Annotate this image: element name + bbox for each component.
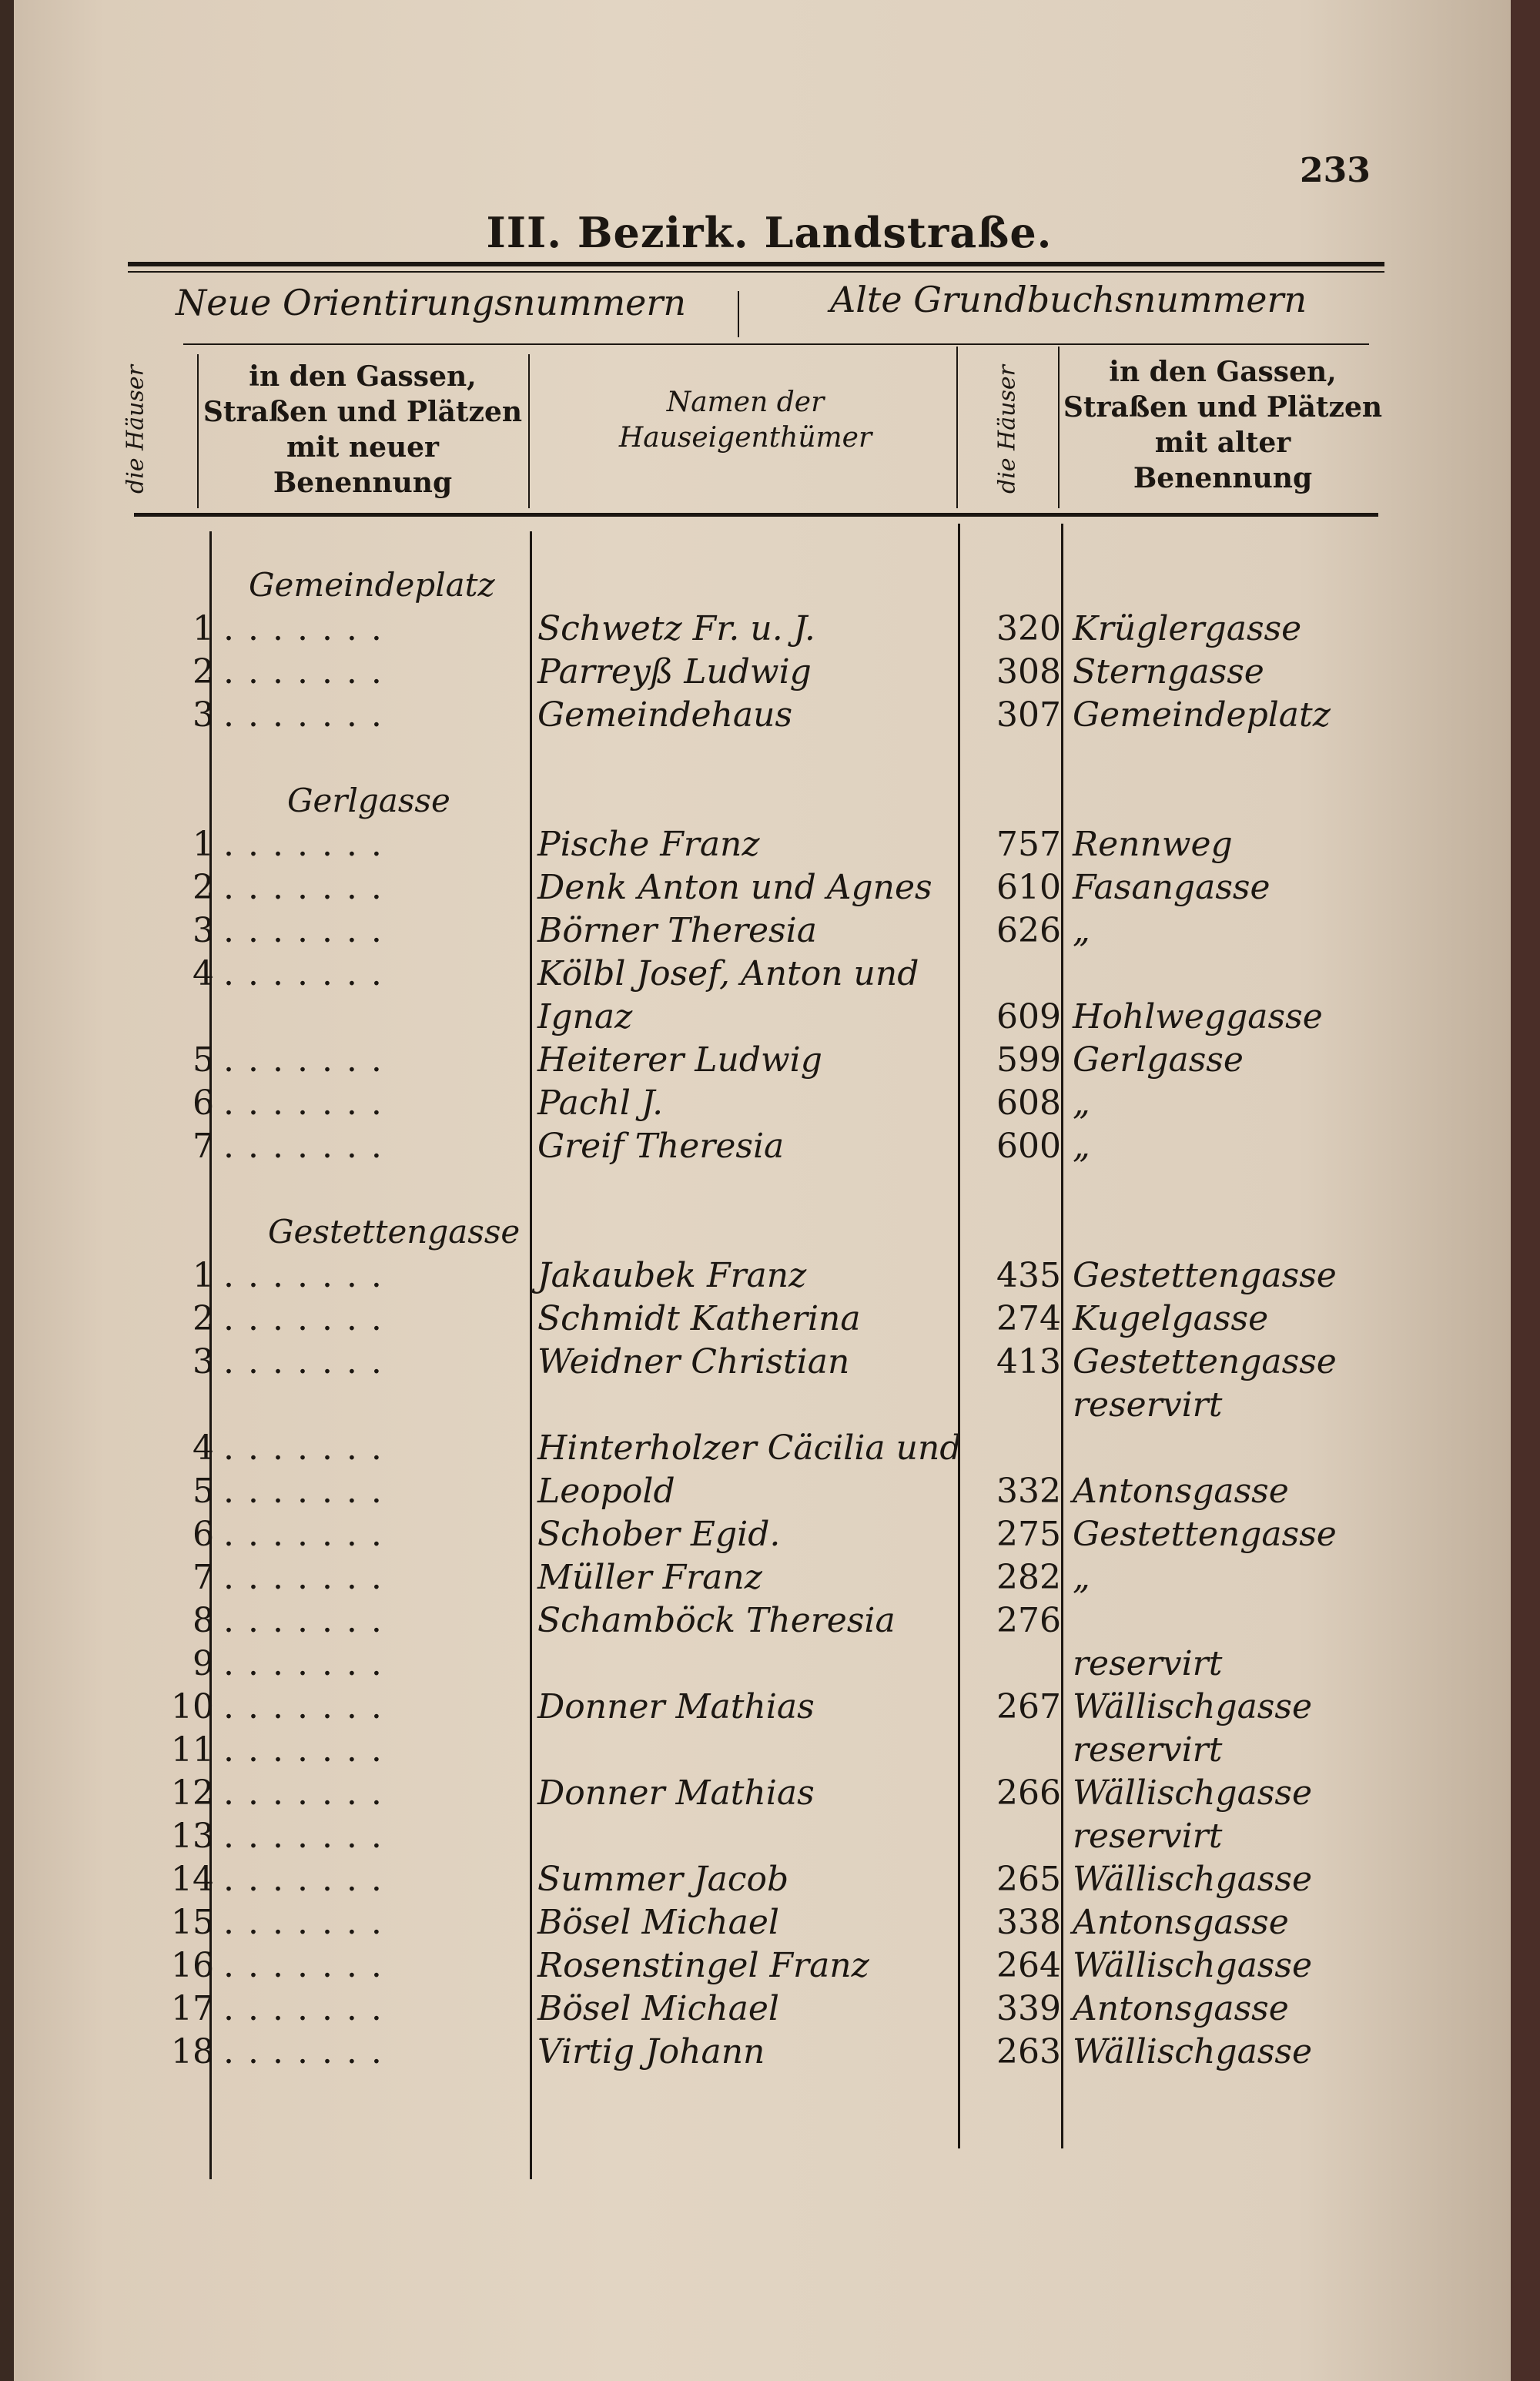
old-house-number: 276	[996, 1601, 1061, 1640]
old-street-name: reservirt	[1073, 1385, 1223, 1425]
leader-dots: .......	[223, 1730, 396, 1770]
house-number: 18	[171, 2032, 214, 2071]
house-number: 13	[171, 1817, 214, 1856]
owner-name: Gemeindehaus	[537, 695, 793, 735]
house-number: 3	[192, 1342, 214, 1381]
old-house-number: 264	[996, 1946, 1061, 1985]
old-street-name: Wällischgasse	[1073, 1773, 1313, 1813]
old-street-name: Wällischgasse	[1073, 1687, 1313, 1726]
old-house-number: 267	[996, 1687, 1061, 1726]
old-house-number: 332	[996, 1472, 1061, 1511]
old-house-number: 266	[996, 1773, 1061, 1813]
old-house-number: 338	[996, 1903, 1061, 1942]
leader-dots: .......	[223, 1256, 396, 1295]
house-number: 17	[171, 1989, 214, 2028]
owner-name: Börner Theresia	[537, 911, 817, 950]
table-row	[14, 1773, 1508, 1817]
group-rule	[183, 343, 1369, 345]
old-house-number: 599	[996, 1040, 1061, 1080]
table-row	[14, 1428, 1508, 1472]
old-street-name: Wällischgasse	[1073, 2032, 1313, 2071]
house-number: 2	[192, 652, 214, 692]
house-number: 4	[192, 954, 214, 993]
owner-name: Schwetz Fr. u. J.	[537, 609, 815, 648]
header-houses-new: die Häuser	[122, 365, 149, 494]
old-street-name: „	[1073, 911, 1090, 950]
owner-name: Schober Egid.	[537, 1515, 781, 1554]
book-page	[14, 0, 1525, 2381]
table-row	[14, 1299, 1508, 1342]
house-number: 14	[171, 1860, 214, 1899]
table-row	[14, 1644, 1508, 1687]
table-row	[14, 911, 1508, 954]
col-rule	[528, 354, 530, 508]
house-number: 7	[192, 1558, 214, 1597]
table-row	[14, 997, 1508, 1040]
old-street-name: Sterngasse	[1073, 652, 1264, 692]
owner-name: Heiterer Ludwig	[537, 1040, 822, 1080]
old-house-number: 282	[996, 1558, 1061, 1597]
leader-dots: .......	[223, 1040, 396, 1080]
header-owners: Namen der Hauseigenthümer	[618, 387, 872, 454]
old-house-number: 308	[996, 652, 1061, 692]
table-row	[14, 1730, 1508, 1773]
old-house-number: 265	[996, 1860, 1061, 1899]
leader-dots: .......	[223, 868, 396, 907]
old-street-name: Rennweg	[1073, 825, 1233, 864]
leader-dots: .......	[223, 825, 396, 864]
table-row	[14, 1558, 1508, 1601]
leader-dots: .......	[223, 1299, 396, 1338]
table-row	[14, 1127, 1508, 1170]
old-street-name: „	[1073, 1558, 1090, 1597]
owner-name: Donner Mathias	[537, 1687, 815, 1726]
owner-name: Jakaubek Franz	[537, 1256, 807, 1295]
old-street-name: Antonsgasse	[1073, 1903, 1289, 1942]
house-number: 5	[192, 1472, 214, 1511]
leader-dots: .......	[223, 1558, 396, 1597]
leader-dots: .......	[223, 609, 396, 648]
house-number: 1	[192, 609, 214, 648]
leader-dots: .......	[223, 695, 396, 735]
old-house-number: 263	[996, 2032, 1061, 2071]
house-number: 16	[171, 1946, 214, 1985]
table-row	[14, 1860, 1508, 1903]
owner-name: Donner Mathias	[537, 1773, 815, 1813]
group-header-old: Alte Grundbuchsnummern	[830, 279, 1307, 320]
house-number: 2	[192, 1299, 214, 1338]
table-row	[14, 825, 1508, 868]
old-street-name: Fasangasse	[1073, 868, 1270, 907]
house-number: 10	[171, 1687, 214, 1726]
old-house-number: 307	[996, 695, 1061, 735]
col-rule	[1058, 347, 1060, 508]
owner-name: Weidner Christian	[537, 1342, 850, 1381]
owner-name: Müller Franz	[537, 1558, 762, 1597]
old-house-number: 600	[996, 1127, 1061, 1166]
old-house-number: 608	[996, 1083, 1061, 1123]
old-street-name: Gestettengasse	[1073, 1256, 1337, 1295]
old-house-number: 610	[996, 868, 1061, 907]
old-house-number: 413	[996, 1342, 1061, 1381]
owner-name: Hinterholzer Cäcilia und	[537, 1428, 962, 1468]
group-header-new: Neue Orientirungsnummern	[176, 282, 687, 323]
owner-name: Leopold	[537, 1472, 675, 1511]
old-street-name: Gemeindeplatz	[1073, 695, 1331, 735]
book-edge	[1511, 0, 1540, 2381]
table-row	[14, 2032, 1508, 2075]
owner-name: Ignaz	[537, 997, 633, 1036]
old-street-name: Gestettengasse	[1073, 1515, 1337, 1554]
table-row	[14, 695, 1508, 738]
house-number: 5	[192, 1040, 214, 1080]
old-street-name: Krüglergasse	[1073, 609, 1302, 648]
house-number: 15	[171, 1903, 214, 1942]
old-house-number: 339	[996, 1989, 1061, 2028]
owner-name: Bösel Michael	[537, 1903, 779, 1942]
leader-dots: .......	[223, 1946, 396, 1985]
owner-name: Schmidt Katherina	[537, 1299, 861, 1338]
table-row	[14, 1040, 1508, 1083]
header-houses-old: die Häuser	[993, 365, 1021, 494]
leader-dots: .......	[223, 652, 396, 692]
owner-name: Schamböck Theresia	[537, 1601, 896, 1640]
old-street-name: Wällischgasse	[1073, 1946, 1313, 1985]
house-number: 1	[192, 825, 214, 864]
old-house-number: 320	[996, 609, 1061, 648]
table-row	[14, 609, 1508, 652]
table-row	[14, 1601, 1508, 1644]
leader-dots: .......	[223, 954, 396, 993]
leader-dots: .......	[223, 1083, 396, 1123]
table-row	[14, 652, 1508, 695]
street-heading: Gerlgasse	[287, 782, 450, 819]
table-row	[14, 1385, 1508, 1428]
table-row	[14, 1342, 1508, 1385]
leader-dots: .......	[223, 911, 396, 950]
old-street-name: Gerlgasse	[1073, 1040, 1244, 1080]
leader-dots: .......	[223, 1860, 396, 1899]
house-number: 6	[192, 1515, 214, 1554]
leader-dots: .......	[223, 1342, 396, 1381]
old-house-number: 609	[996, 997, 1061, 1036]
header-streets-old: in den Gassen, Straßen und Plätzen mit alter Benennung	[1063, 356, 1383, 494]
top-rule-thin	[128, 271, 1384, 273]
old-house-number: 435	[996, 1256, 1061, 1295]
header-rule	[134, 513, 1378, 517]
old-house-number: 274	[996, 1299, 1061, 1338]
table-row	[14, 1946, 1508, 1989]
table-row	[14, 1903, 1508, 1946]
leader-dots: .......	[223, 1472, 396, 1511]
old-street-name: reservirt	[1073, 1730, 1223, 1770]
table-row	[14, 1083, 1508, 1127]
table-row	[14, 954, 1508, 997]
house-number: 4	[192, 1428, 214, 1468]
table-row	[14, 1989, 1508, 2032]
leader-dots: .......	[223, 1601, 396, 1640]
house-number: 8	[192, 1601, 214, 1640]
old-house-number: 626	[996, 911, 1061, 950]
street-heading: Gestettengasse	[268, 1213, 521, 1251]
house-number: 6	[192, 1083, 214, 1123]
house-number: 2	[192, 868, 214, 907]
old-house-number: 757	[996, 825, 1061, 864]
leader-dots: .......	[223, 1127, 396, 1166]
leader-dots: .......	[223, 1428, 396, 1468]
col-rule	[956, 347, 958, 508]
header-streets-new: in den Gassen, Straßen und Plätzen mit neuer Benennung	[203, 360, 523, 499]
old-street-name: Gestettengasse	[1073, 1342, 1337, 1381]
owner-name: Parreyß Ludwig	[537, 652, 812, 692]
house-number: 12	[171, 1773, 214, 1813]
owner-name: Bösel Michael	[537, 1989, 779, 2028]
street-heading: Gemeindeplatz	[249, 566, 495, 604]
group-divider	[738, 291, 739, 337]
leader-dots: .......	[223, 1989, 396, 2028]
house-number: 3	[192, 911, 214, 950]
old-street-name: Hohlweggasse	[1073, 997, 1323, 1036]
old-house-number: 275	[996, 1515, 1061, 1554]
house-number: 11	[171, 1730, 214, 1770]
owner-name: Pachl J.	[537, 1083, 664, 1123]
old-street-name: Kugelgasse	[1073, 1299, 1269, 1338]
leader-dots: .......	[223, 1515, 396, 1554]
leader-dots: .......	[223, 2032, 396, 2071]
old-street-name: reservirt	[1073, 1644, 1223, 1683]
old-street-name: Antonsgasse	[1073, 1472, 1289, 1511]
owner-name: Summer Jacob	[537, 1860, 789, 1899]
page-number: 233	[1300, 151, 1371, 190]
house-number: 1	[192, 1256, 214, 1295]
old-street-name: reservirt	[1073, 1817, 1223, 1856]
col-rule	[197, 354, 199, 508]
table-row	[14, 1687, 1508, 1730]
old-street-name: Antonsgasse	[1073, 1989, 1289, 2028]
owner-name: Rosenstingel Franz	[537, 1946, 869, 1985]
owner-name: Virtig Johann	[537, 2032, 765, 2071]
table-row	[14, 868, 1508, 911]
house-number: 3	[192, 695, 214, 735]
top-rule	[128, 262, 1384, 266]
house-number: 9	[192, 1644, 214, 1683]
owner-name: Pische Franz	[537, 825, 760, 864]
owner-name: Denk Anton und Agnes	[537, 868, 932, 907]
table-row	[14, 1817, 1508, 1860]
owner-name: Kölbl Josef, Anton und	[537, 954, 919, 993]
table-row	[14, 1515, 1508, 1558]
leader-dots: .......	[223, 1687, 396, 1726]
leader-dots: .......	[223, 1773, 396, 1813]
leader-dots: .......	[223, 1817, 396, 1856]
page-title: III. Bezirk. Landstraße.	[486, 208, 1053, 257]
table-row	[14, 1472, 1508, 1515]
owner-name: Greif Theresia	[537, 1127, 785, 1166]
leader-dots: .......	[223, 1903, 396, 1942]
leader-dots: .......	[223, 1644, 396, 1683]
old-street-name: „	[1073, 1083, 1090, 1123]
old-street-name: „	[1073, 1127, 1090, 1166]
table-row	[14, 1256, 1508, 1299]
house-number: 7	[192, 1127, 214, 1166]
old-street-name: Wällischgasse	[1073, 1860, 1313, 1899]
